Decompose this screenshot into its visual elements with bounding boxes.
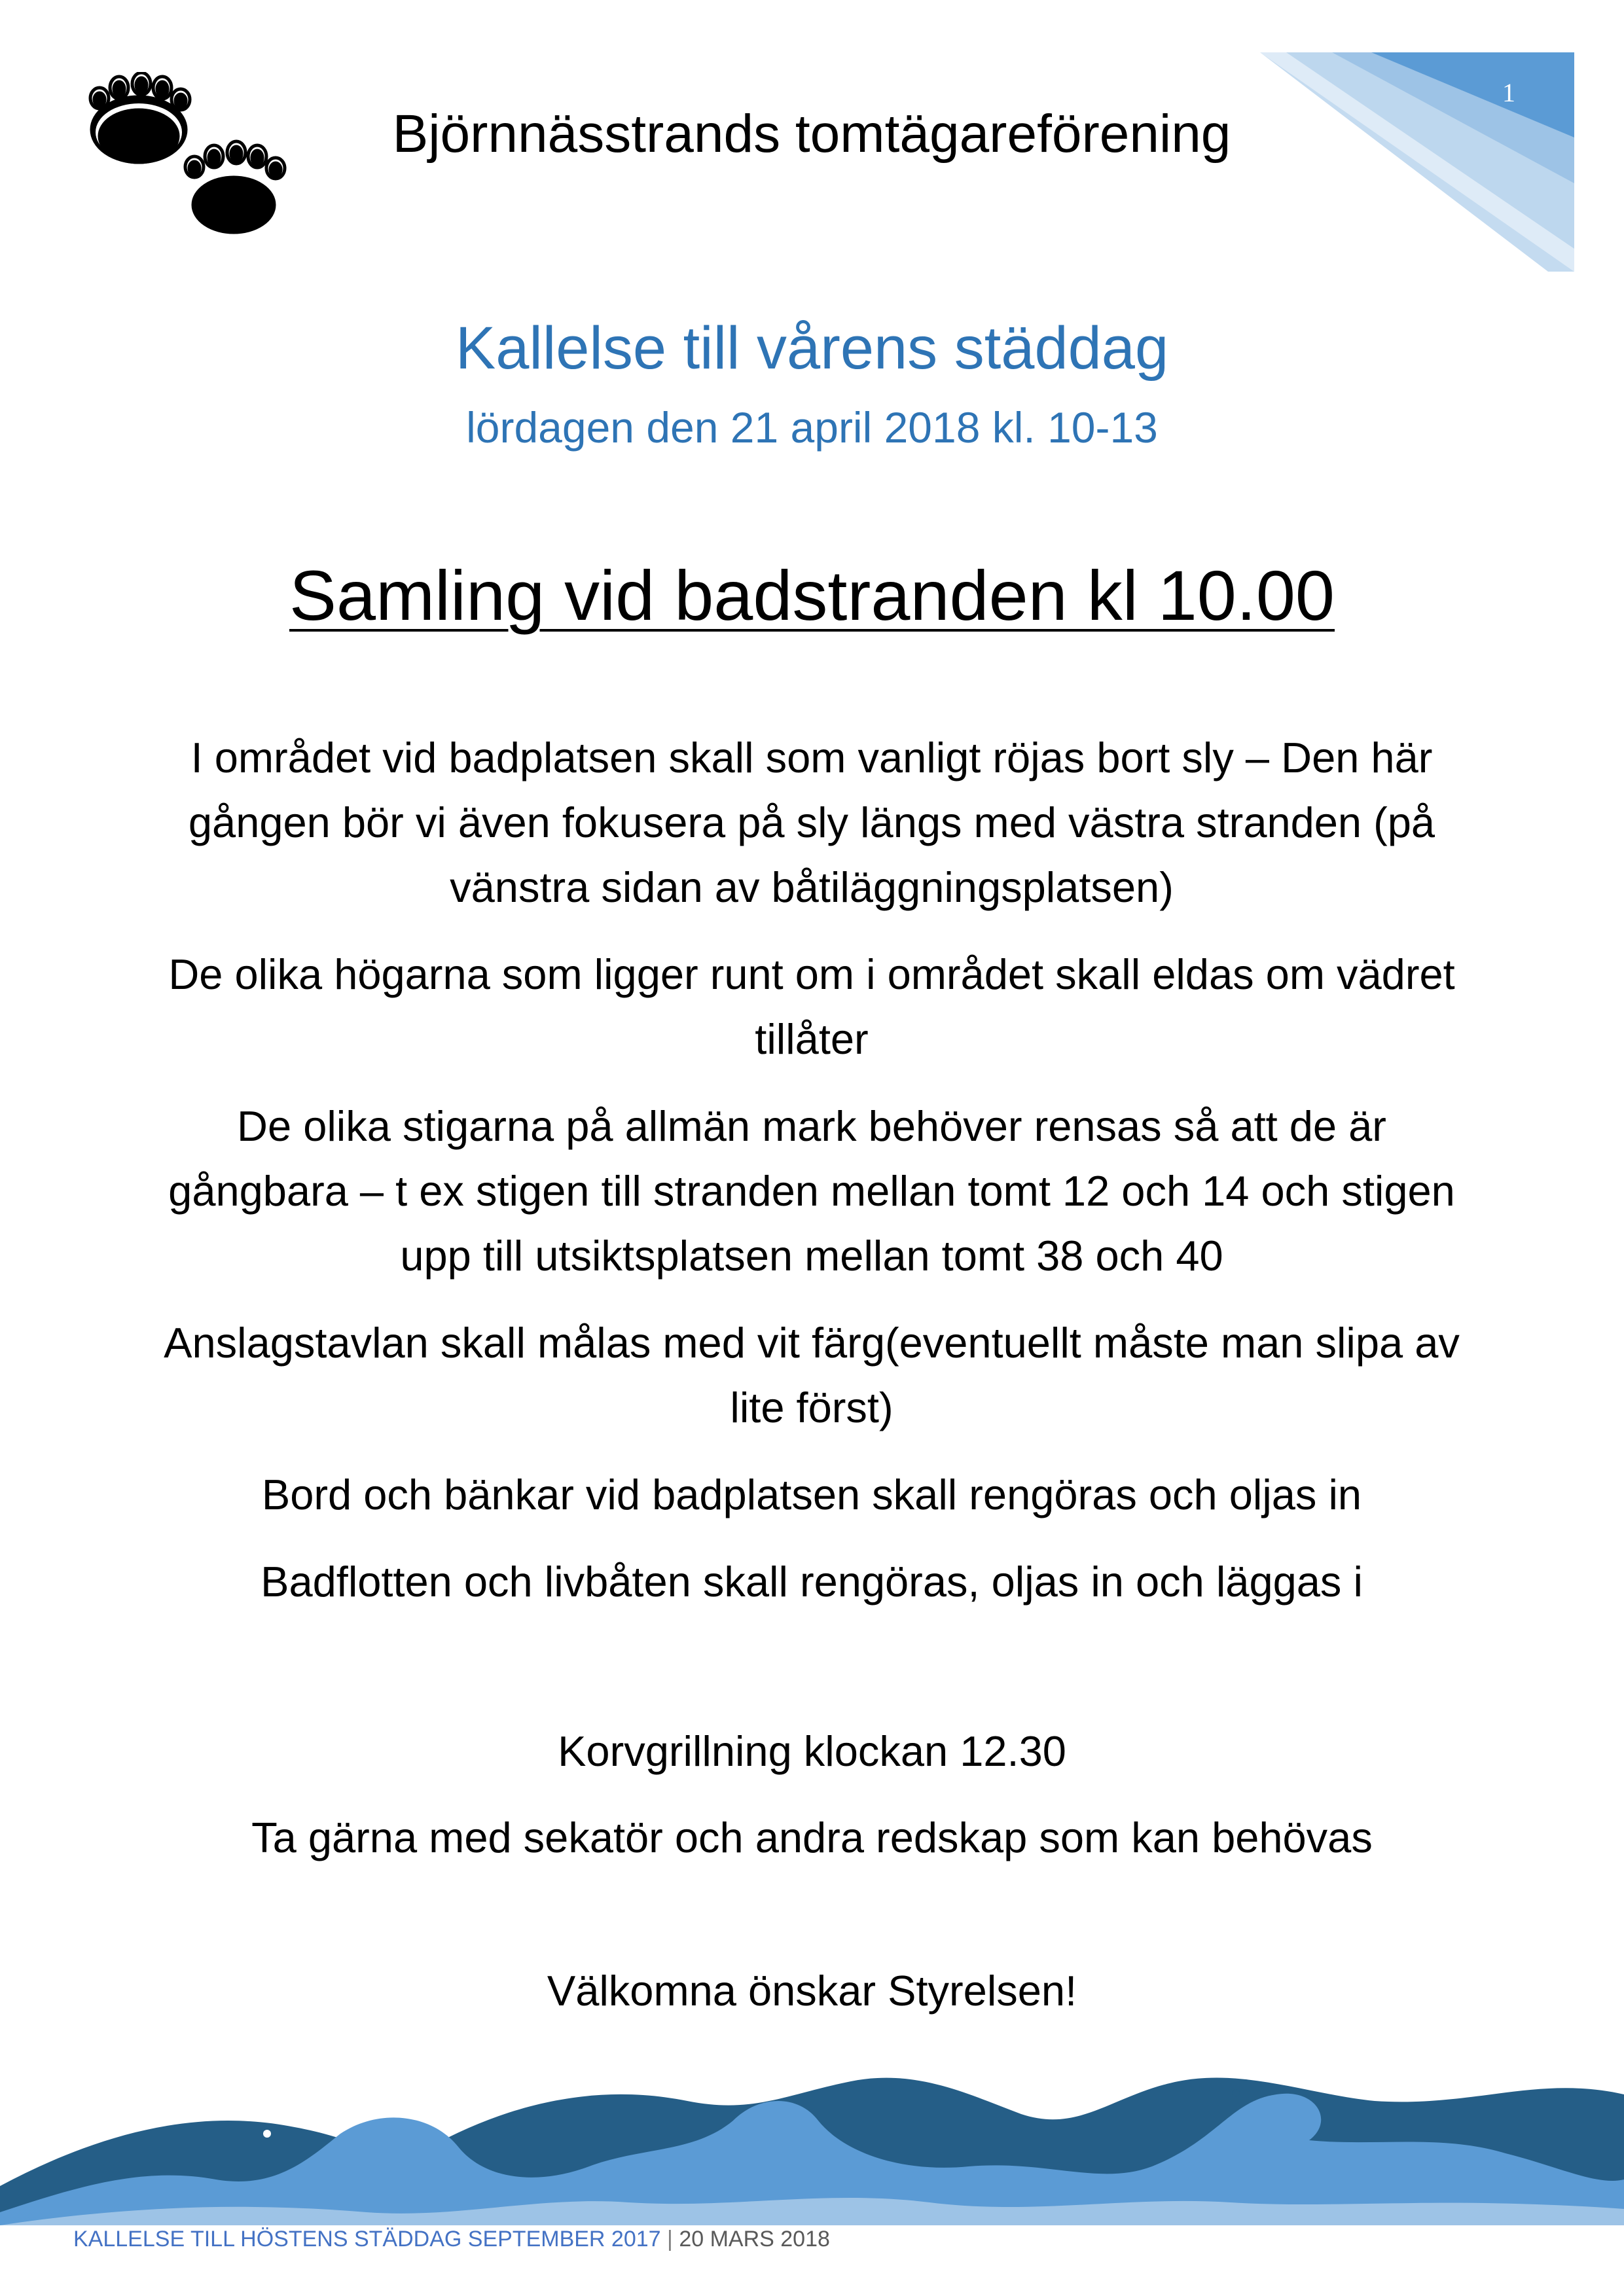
footer-title: KALLELSE TILL HÖSTENS STÄDDAG SEPTEMBER 2017: [73, 2227, 661, 2251]
gathering-heading: [0, 550, 1624, 641]
task-item: Bord och bänkar vid badplatsen skall rengöras och oljas in: [261, 1471, 1362, 1518]
invitation-title: Kallelse till vårens städdag: [455, 315, 1169, 382]
footer-separator: |: [667, 2227, 673, 2251]
task-item: I området vid badplatsen skall som vanligt röjas bort sly – Den här gången bör vi även fokusera på sly längs med västra stranden (på vänstra sidan av båtiläggningsplatsen): [188, 734, 1435, 911]
bear-paw-prints-icon: [85, 72, 295, 242]
page-footer: [73, 2223, 1513, 2255]
task-list: [164, 725, 1460, 1636]
page-number: 1: [1502, 78, 1515, 107]
organization-name: Björnnässtrands tomtägareförening: [392, 104, 1231, 164]
grill-note: Korvgrillning klockan 12.30: [558, 1727, 1066, 1775]
task-item: Badflotten och livbåten skall rengöras, oljas in och läggas i: [261, 1558, 1363, 1605]
task-item: De olika stigarna på allmän mark behöver rensas så att de är gångbara – t ex stigen till stranden mellan tomt 12 och 14 och stigen upp till utsiktsplatsen mellan tomt 38 och 40: [168, 1102, 1455, 1280]
gathering-text: Samling vid badstranden kl 10.00: [289, 556, 1335, 635]
welcome-signature: Välkomna önskar Styrelsen!: [547, 1967, 1077, 2015]
bring-tools-note: Ta gärna med sekatör och andra redskap som kan behövas: [251, 1814, 1373, 1861]
footer-date: 20 MARS 2018: [679, 2227, 830, 2251]
task-item: Anslagstavlan skall målas med vit färg(eventuellt måste man slipa av lite först): [164, 1319, 1460, 1431]
invitation-date: lördagen den 21 april 2018 kl. 10-13: [466, 403, 1158, 452]
task-item: De olika högarna som ligger runt om i området skall eldas om vädret tillåter: [168, 950, 1455, 1063]
wave-decoration: [0, 2055, 1624, 2225]
